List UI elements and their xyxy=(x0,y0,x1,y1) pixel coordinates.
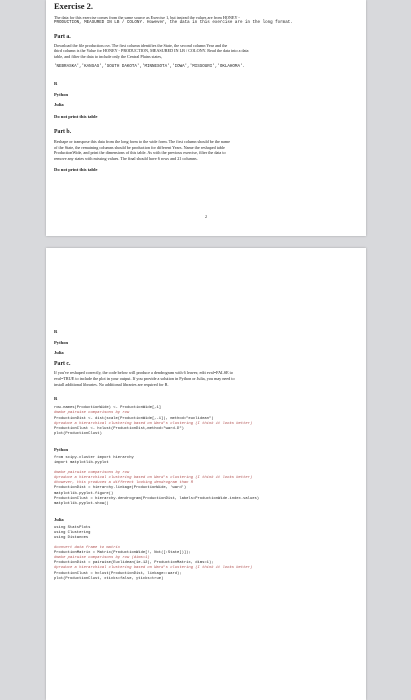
code-comment: #make pairwise comparisons by row (dims=1) xyxy=(54,556,150,561)
part-c-line: If you've reshaped correctly, the code below will produce a dendrogram with 6 leaves; edit eval=FALSE to xyxy=(54,370,233,375)
code-comment: #make pairwise comparisons by row xyxy=(54,471,130,476)
part-b-line: remove any states with missing values. The final should have 6 rows and 21 columns. xyxy=(54,156,198,162)
part-a-paragraph xyxy=(54,43,358,60)
python-code-block xyxy=(54,456,358,507)
code-comment: #produce a hierarchical clustering based on Ward's clustering (I think it looks better) xyxy=(54,476,253,481)
code-label-python: Python xyxy=(54,446,69,452)
code-line: row.names(ProductionWide) <- ProductionWide[,1] xyxy=(54,406,162,411)
part-b-paragraph xyxy=(54,139,358,162)
part-a-line: third column is the Value for HONEY - PRODUCTION, MEASURED IN LB / COLONY. Read the data into a data xyxy=(54,48,249,54)
part-a-heading: Part a. xyxy=(54,33,71,40)
intro-line: PRODUCTION, MEASURED IN LB / COLONY. However, the data in this exercise are in the long format. xyxy=(54,20,293,25)
code-line: ProductionClust = hierarchy.dendrogram(ProductionDist, labels=ProductionWide.index.values) xyxy=(54,496,260,501)
code-label-r: R xyxy=(54,396,58,402)
intro-line: The data for this exercise comes from the same source as Exercise 1, but instead the values are from HONEY - xyxy=(54,15,240,20)
code-line: using Distances xyxy=(54,535,89,540)
code-line: plot(ProductionClust) xyxy=(54,431,102,436)
code-line: plot(ProductionClust, xticks=false, yticks=true) xyxy=(54,576,164,581)
states-list: 'NEBRASKA','KANSAS','SOUTH DAKOTA','MINNESOTA','IOWA','MISSOURI','OKLAHOMA'. xyxy=(54,64,245,69)
julia-code-block xyxy=(54,526,358,582)
code-comment: #produce a hierarchical clustering based on Ward's clustering (I think it looks better) xyxy=(54,566,253,571)
code-comment: #convert data frame to matrix xyxy=(54,546,121,551)
part-a-line: Download the file production.csv. The first column identifies the State, the second column Year and the xyxy=(54,42,228,48)
r-code-block xyxy=(54,406,358,437)
document-page-1 xyxy=(46,0,366,236)
code-line: ProductionDist = hierarchy.linkage(ProductionWide, 'ward') xyxy=(54,486,187,491)
part-c-heading: Part c. xyxy=(54,361,71,367)
document-page-2 xyxy=(46,248,366,700)
code-line: ProductionClust = hclust(ProductionDist, linkage=:ward); xyxy=(54,571,182,576)
part-a-note: Do not print this table xyxy=(54,113,98,119)
lang-label-r: R xyxy=(54,80,58,86)
code-line: import matplotlib.pyplot xyxy=(54,461,109,466)
code-comment: #make pairwise comparisons by row xyxy=(54,411,130,416)
code-line: ProductionDist <- dist(scale(ProductionWide[,-1]), method="euclidean") xyxy=(54,416,214,421)
lang-label-julia: Julia xyxy=(54,350,64,355)
part-c-paragraph xyxy=(54,370,358,387)
part-a-line: table, and filter the data to include only the Central Plains states, xyxy=(54,54,163,60)
code-line: ProductionClust <- hclust(ProductionDist,method="ward.D") xyxy=(54,426,184,431)
code-line: using Clustering xyxy=(54,530,91,535)
intro-paragraph xyxy=(54,15,358,27)
code-line: matplotlib.pyplot.show() xyxy=(54,501,109,506)
code-line: matplotlib.pyplot.figure() xyxy=(54,491,114,496)
lang-label-r: R xyxy=(54,329,58,334)
page-number: 2 xyxy=(205,214,207,219)
code-label-julia: Julia xyxy=(54,516,64,522)
code-line: using StatsPlots xyxy=(54,525,91,530)
part-c-line: eval=TRUE to include the plot in your output. If you provide a solution in Python or Julia, you may need to xyxy=(54,375,235,381)
part-c-line: install additional libraries. No additional libraries are required for R. xyxy=(54,381,169,387)
part-b-line: ProductionWide, and print the dimensions of this table. As with the previous exercise, filter the data to xyxy=(54,150,226,156)
lang-label-julia: Julia xyxy=(54,101,64,107)
part-b-note: Do not print this table xyxy=(54,166,98,172)
part-b-line: Reshape or transpose this data from the long form to the wide form. The first column should be the name xyxy=(54,138,230,144)
exercise-title: Exercise 2. xyxy=(54,1,94,11)
part-b-heading: Part b. xyxy=(54,128,72,135)
part-a-langs xyxy=(54,80,358,120)
part-b-line: of the State, the remaining columns should be production for different Years. Name the reshaped table xyxy=(54,144,225,150)
code-comment: #produce a hierarchical clustering based on Ward's clustering (I think it looks better) xyxy=(54,421,253,426)
code-line: from scipy.cluster import hierarchy xyxy=(54,455,134,460)
code-line: ProductionDist = pairwise(Euclidean(1e-12), ProductionMatrix, dims=1); xyxy=(54,561,214,566)
code-line: ProductionMatrix = Matrix(ProductionWide[!, Not([:State])]); xyxy=(54,551,191,556)
code-comment: #however, this produces a different looking dendrogram than R xyxy=(54,481,193,486)
lang-label-python: Python xyxy=(54,340,69,345)
lang-label-python: Python xyxy=(54,91,69,97)
